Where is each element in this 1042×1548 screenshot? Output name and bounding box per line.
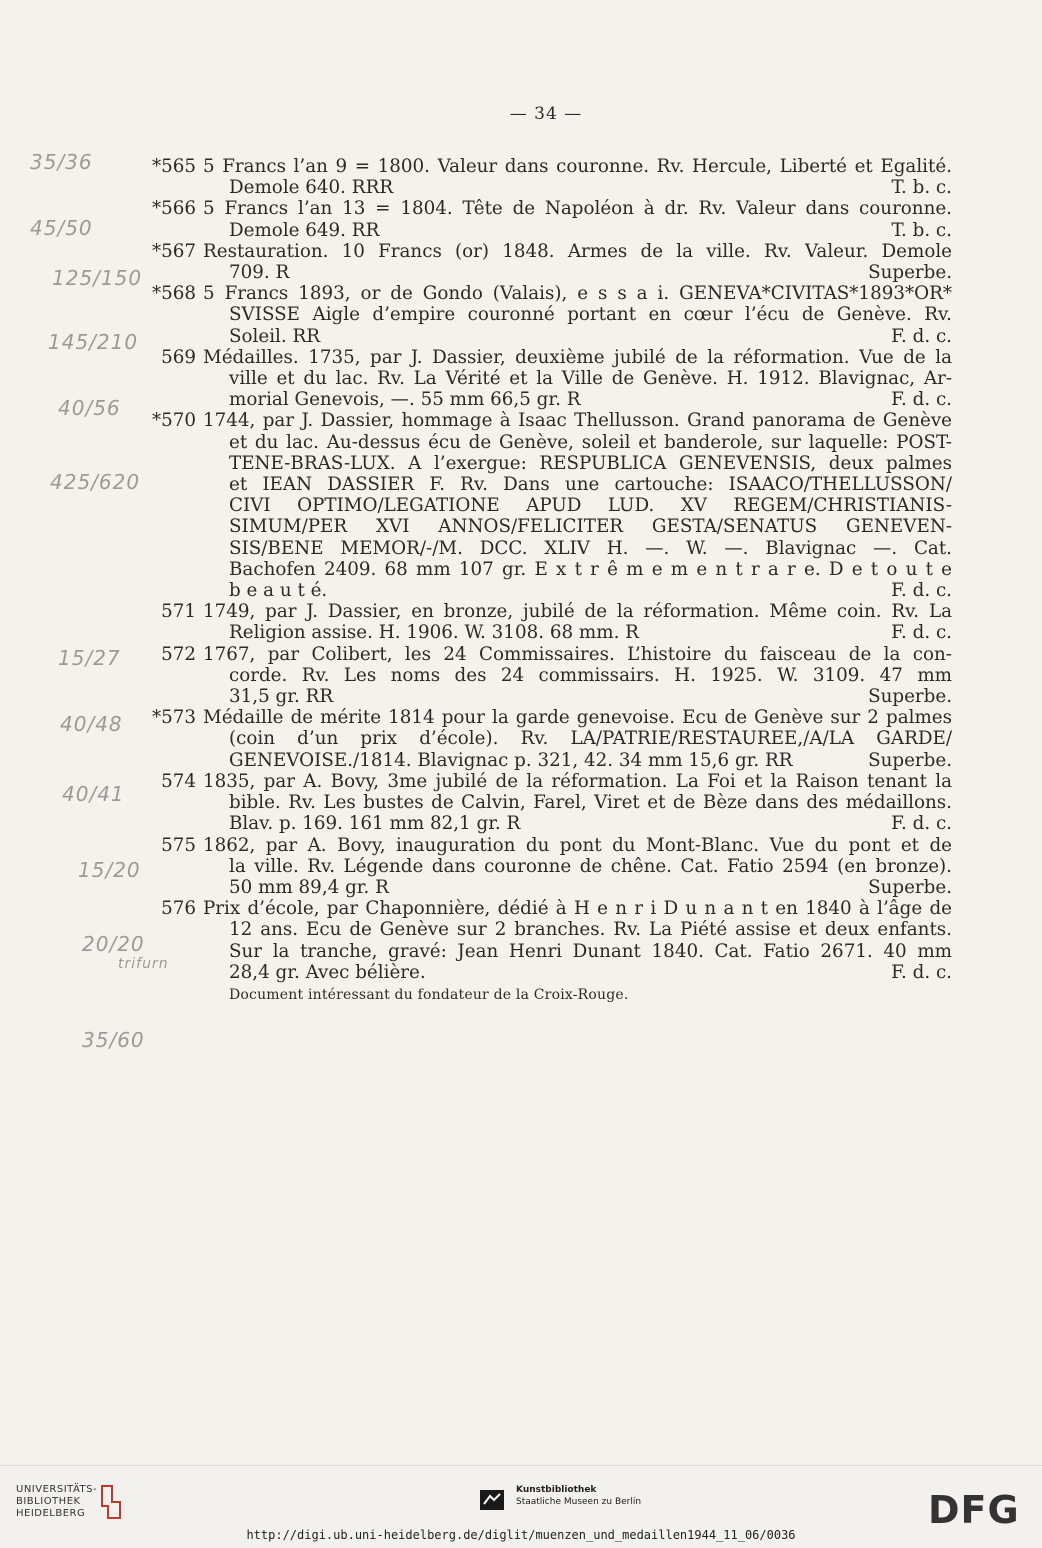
entry-text [203,241,952,283]
condition-grade: F. d. c. [891,389,952,411]
margin-note: 35/36 [30,150,93,174]
entry-line: Prix d’école, par Chaponnière, dédié à H e n r i D u n a n t en 1840 à l’âge de [203,898,952,920]
entry-line: 1862, par A. Bovy, inauguration du pont du Mont-Blanc. Vue du pont et de [203,834,952,856]
catalog-entry [140,771,952,835]
entry-number: 569 [161,346,196,368]
catalog-entries [140,156,952,1003]
entry-line: 5 Francs l’an 9 = 1800. Valeur dans couronne. Rv. Hercule, Liberté et Egalité. [203,156,952,177]
source-url[interactable]: http://digi.ub.uni-heidelberg.de/diglit/muenzen_und_medaillen1944_11_06/0036 [246,1528,796,1542]
entry-line: 1744, par J. Dassier, hommage à Isaac Thellusson. Grand panorama de Genève [203,410,952,432]
entry-text [203,347,952,411]
entry-line-text: morial Genevois, —. 55 mm 66,5 gr. R [229,389,581,411]
entry-line: ville et du lac. Rv. La Vérité et la Ville de Genève. H. 1912. Blavignac, Ar- [229,368,952,390]
entry-line: SVISSE Aigle d’empire couronné portant en cœur l’écu de Genève. Rv. [229,304,952,326]
margin-note: 40/48 [60,712,123,736]
entry-final-line [203,813,952,834]
entry-final-line [203,622,952,643]
catalog-entry [140,707,952,771]
entry-line-text: Soleil. RR [229,325,321,347]
entry-number: *568 [151,283,196,305]
margin-note: 40/41 [62,782,125,806]
condition-grade: F. d. c. [891,580,952,602]
kb-subtitle: Staatliche Museen zu Berlin [516,1497,642,1507]
page-number: — 34 — [509,104,583,124]
margin-note: 15/20 [78,858,141,882]
entry-line: SIMUM/PER XVI ANNOS/FELICITER GESTA/SENATUS GENEVEN- [229,516,952,538]
entry-final-line [203,177,952,198]
entry-line: TENE-BRAS-LUX. A l’exergue: RESPUBLICA GENEVENSIS, deux palmes [229,452,952,474]
entry-line: (coin d’un prix d’école). Rv. LA/PATRIE/RESTAUREE,/A/LA GARDE/ [229,728,952,750]
entry-final-line [203,262,952,283]
entry-text [203,771,952,835]
entry-line: Restauration. 10 Francs (or) 1848. Armes de la ville. Rv. Valeur. Demole [203,240,952,262]
entry-line-text: Demole 649. RR [229,219,380,241]
entry-line: 1749, par J. Dassier, en bronze, jubilé de la réformation. Même coin. Rv. La [203,601,952,623]
margin-note: trifurn [118,956,169,972]
entry-text [203,644,952,708]
catalog-entry [140,410,952,601]
catalog-entry [140,156,952,198]
entry-line: et du lac. Au-dessus écu de Genève, soleil et banderole, sur laquelle: POST- [229,431,952,453]
kunstbibliothek-label [516,1484,641,1508]
entry-line-text: Blav. p. 169. 161 mm 82,1 gr. R [229,813,521,835]
kb-title: Kunstbibliothek [516,1485,597,1495]
margin-note: 35/60 [82,1028,145,1052]
entry-final-line [203,750,952,771]
entry-line: 12 ans. Ecu de Genève sur 2 branches. Rv. La Piété assise et deux enfants. [229,919,952,941]
margin-note: 45/50 [30,216,93,240]
entry-number: 574 [161,770,196,792]
condition-grade: Superbe. [868,876,952,898]
entry-line-text: Demole 640. RRR [229,177,394,199]
condition-grade: F. d. c. [891,622,952,644]
ub-heidelberg-logo-icon [96,1482,122,1522]
margin-note: 425/620 [50,470,141,494]
entry-line-text: 709. R [229,262,290,284]
condition-grade: Superbe. [868,262,952,284]
ub-heidelberg-label [16,1484,97,1520]
entry-number: 575 [161,834,196,856]
entry-text [203,156,952,198]
entry-line: 1767, par Colibert, les 24 Commissaires. L’histoire du faisceau de la con- [203,643,952,665]
entry-text [203,835,952,899]
catalog-entry [140,347,952,411]
entry-line: la ville. Rv. Légende dans couronne de chêne. Cat. Fatio 2594 (en bronze). [229,855,952,877]
entry-final-line [203,220,952,241]
entry-line: SIS/BENE MEMOR/-/M. DCC. XLIV H. —. W. —. Blavignac —. Cat. [229,537,952,559]
entry-final-line [203,877,952,898]
margin-note: 145/210 [48,330,139,354]
footnote: Document intéressant du fondateur de la Croix-Rouge. [229,986,629,1003]
dfg-logo: DFG [928,1488,1020,1532]
entry-number: *573 [151,707,196,729]
entry-line-text: b e a u t é. [229,580,328,602]
entry-line: 5 Francs l’an 13 = 1804. Tête de Napoléon à dr. Rv. Valeur dans couronne. [203,198,952,220]
entry-line: Bachofen 2409. 68 mm 107 gr. E x t r ê m e m e n t r a r e. D e t o u t e [229,558,952,580]
catalog-entry [140,898,952,983]
entry-final-line [203,686,952,707]
catalog-entry [140,198,952,240]
entry-line: corde. Rv. Les noms des 24 commissairs. H. 1925. W. 3109. 47 mm [229,664,952,686]
entry-line: et IEAN DASSIER F. Rv. Dans une cartouche: ISAACO/THELLUSSON/ [229,474,952,496]
entry-line: Sur la tranche, gravé: Jean Henri Dunant 1840. Cat. Fatio 2671. 40 mm [229,940,952,962]
margin-note: 40/56 [58,396,121,420]
catalog-entry [140,601,952,643]
entry-line: Médaille de mérite 1814 pour la garde genevoise. Ecu de Genève sur 2 palmes [203,707,952,729]
footer-bar [0,1465,1042,1548]
entry-line-text: 50 mm 89,4 gr. R [229,876,389,898]
margin-note: 15/27 [58,646,121,670]
entry-line-text: Religion assise. H. 1906. W. 3108. 68 mm. R [229,622,639,644]
catalog-entry [140,283,952,347]
condition-grade: F. d. c. [891,813,952,835]
entry-line: CIVI OPTIMO/LEGATIONE APUD LUD. XV REGEM/CHRISTIANIS- [229,495,952,517]
catalog-entry [140,835,952,899]
entry-text [203,283,952,347]
entry-final-line [203,389,952,410]
margin-note: 20/20 [82,932,145,956]
condition-grade: F. d. c. [891,325,952,347]
entry-number: 572 [161,643,196,665]
entry-line: Médailles. 1735, par J. Dassier, deuxième jubilé de la réformation. Vue de la [203,346,952,368]
entry-text [203,707,952,771]
entry-final-line [203,580,952,601]
condition-grade: F. d. c. [891,961,952,983]
ub-line: UNIVERSITÄTS- [16,1484,98,1495]
entry-number: *567 [151,240,196,262]
entry-text [203,601,952,643]
catalog-entry [140,644,952,708]
condition-grade: Superbe. [868,686,952,708]
entry-final-line [203,962,952,983]
entry-number: *570 [151,410,196,432]
entry-line: bible. Rv. Les bustes de Calvin, Farel, Viret et de Bèze dans des médaillons. [229,792,952,814]
ub-line: HEIDELBERG [16,1508,86,1519]
entry-line: 5 Francs 1893, or de Gondo (Valais), e s s a i. GENEVA*CIVITAS*1893*OR* [203,283,952,305]
margin-note: 125/150 [52,266,143,290]
ub-line: BIBLIOTHEK [16,1496,81,1507]
entry-line: 1835, par A. Bovy, 3me jubilé de la réformation. La Foi et la Raison tenant la [203,770,952,792]
entry-number: *565 [151,156,196,177]
entry-text [203,410,952,601]
entry-text [203,898,952,983]
entry-line-text: 28,4 gr. Avec bélière. [229,961,426,983]
catalog-entry [140,241,952,283]
entry-text [203,198,952,240]
entry-final-line [203,326,952,347]
condition-grade: T. b. c. [891,219,952,241]
entry-number: 571 [161,601,196,623]
entry-number: 576 [161,898,196,920]
entry-number: *566 [151,198,196,220]
kunstbibliothek-logo-icon [478,1486,506,1514]
condition-grade: T. b. c. [891,177,952,199]
entry-line-text: GENEVOISE./1814. Blavignac p. 321, 42. 34 mm 15,6 gr. RR [229,749,793,771]
condition-grade: Superbe. [868,749,952,771]
entry-line-text: 31,5 gr. RR [229,686,334,708]
